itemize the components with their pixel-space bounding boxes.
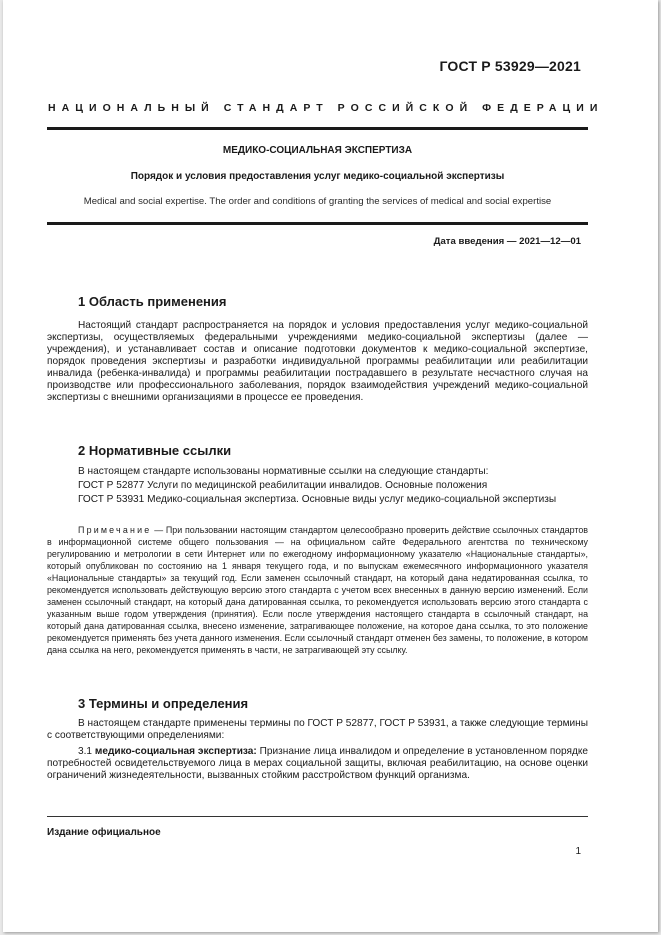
document-title: МЕДИКО-СОЦИАЛЬНАЯ ЭКСПЕРТИЗА xyxy=(222,145,413,156)
footer-divider xyxy=(47,816,588,817)
term-number: 3.1 xyxy=(78,746,93,757)
term-name: медико-социальная экспертиза: xyxy=(94,746,257,757)
note-label: Примечание xyxy=(78,525,152,535)
section-1-heading: 1 Область применения xyxy=(78,294,227,309)
section-2-note xyxy=(47,524,588,656)
section-3-heading: 3 Термины и определения xyxy=(78,696,249,711)
official-edition: Издание официальное xyxy=(47,827,161,838)
section-2-heading: 2 Нормативные ссылки xyxy=(78,443,232,458)
top-divider xyxy=(47,127,588,130)
note-text: — При пользовании настоящим стандартом целесообразно проверить действие ссылочных стандартов в информационной системе общего пользования — на официальном сайте Федерального агентства по техническому регулированию и метрологии в сети Интернет или по ежегодному информационному указателю «Национальные стандарты», который опубликован по состоянию на 1 января текущего года, и по выпускам ежемесячного информационного указателя «Национальные стандарты» за текущий год. Если заменен ссылочный стандарт, на который дана недатированная ссылка, то рекомендуется использовать действующую версию этого стандарта с учетом всех внесенных в данную версию изменений. Если заменен ссылочный стандарт, на который дана датированная ссылка, то рекомендуется использовать версию этого стандарта с указанным выше годом утверждения (принятия). Если после утверждения настоящего стандарта в ссылочный стандарт, на который дана датированная ссылка, внесено изменение, затрагивающее положение, на которое дана ссылка, то это положение рекомендуется применять без учета данного изменения. Если ссылочный стандарт отменен без замены, то положение, в котором дана ссылка на него, рекомендуется применять в части, не затрагивающей эту ссылку. xyxy=(47,525,588,655)
standard-number: ГОСТ Р 53929—2021 xyxy=(439,58,581,74)
document-page xyxy=(3,0,658,932)
section-3-intro: В настоящем стандарте применены термины по ГОСТ Р 52877, ГОСТ Р 53931, а также следующие термины с соответствующими определениями: xyxy=(47,718,588,741)
title-divider xyxy=(47,222,588,225)
section-1-text: Настоящий стандарт распространяется на порядок и условия предоставления услуг медико-социальной экспертизы, осуществляемых федеральными учреждениями медико-социальной экспертизы (далее — учреждения), и устанавливает состав и описание подготовки документов к медико-социальной экспертизе, порядок проведения экспертизы и разработки индивидуальной программы реабилитации или реабилитации инвалида (ребенка-инвалида) и программы реабилитации пострадавшего в результате несчастного случая на производстве или профессионального заболевания, порядок взаимодействия учреждений медико-социальной экспертизы с внешними организациями в процессе ее проведения. xyxy=(47,320,588,403)
date-introduced: Дата введения — 2021—12—01 xyxy=(433,236,581,247)
reference-gost-52877: ГОСТ Р 52877 Услуги по медицинской реабилитации инвалидов. Основные положения xyxy=(78,480,488,491)
national-standard-banner: НАЦИОНАЛЬНЫЙ СТАНДАРТ РОССИЙСКОЙ ФЕДЕРАЦИИ xyxy=(48,102,604,114)
document-subtitle: Порядок и условия предоставления услуг медико-социальной экспертизы xyxy=(130,171,505,182)
english-title: Medical and social expertise. The order and conditions of granting the services of medical and social expertise xyxy=(83,196,552,207)
section-2-intro: В настоящем стандарте использованы нормативные ссылки на следующие стандарты: xyxy=(78,466,489,477)
term-3-1 xyxy=(47,746,588,782)
reference-gost-53931: ГОСТ Р 53931 Медико-социальная экспертиза. Основные виды услуг медико-социальной экспертизы xyxy=(78,494,557,505)
page-number: 1 xyxy=(575,846,581,857)
term-definition: Признание лица инвалидом и определение в установленном порядке потребностей освидетельствуемого лица в мерах социальной защиты, включая реабилитацию, на основе оценки ограничений жизнедеятельности, вызванных стойким расстройством функций организма. xyxy=(47,746,588,781)
